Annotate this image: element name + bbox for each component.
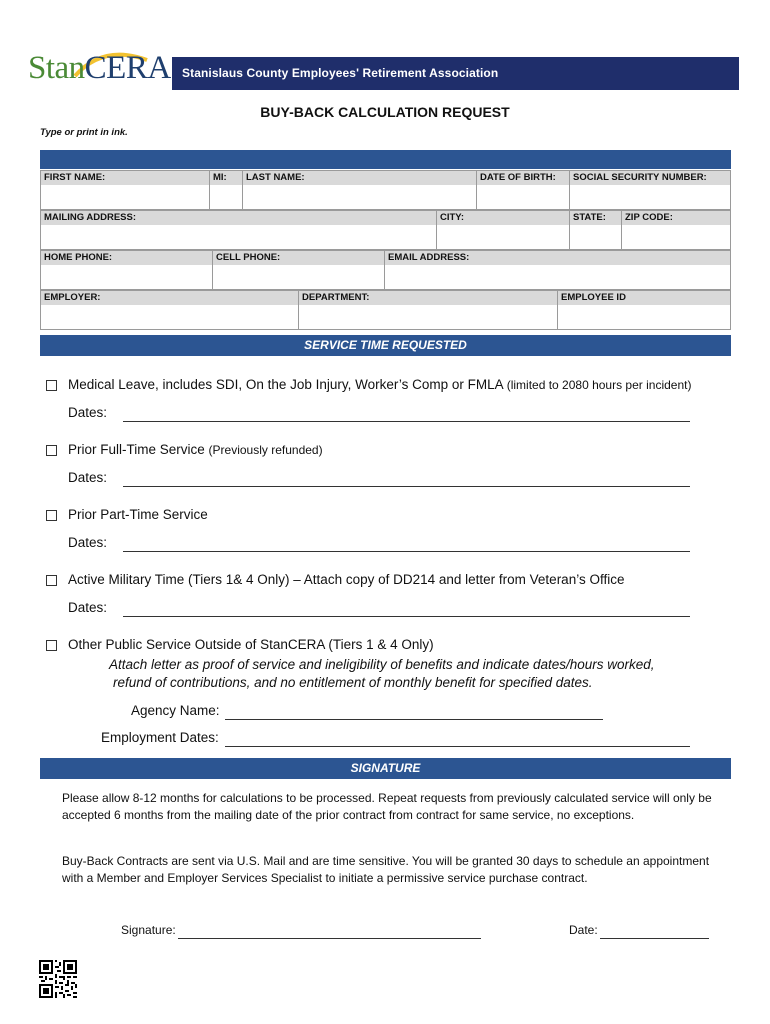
dates-label: Dates:: [68, 470, 108, 485]
agency-name-label: Agency Name:: [131, 703, 220, 718]
ssn-field[interactable]: [569, 170, 731, 210]
mailing-address-field[interactable]: [40, 210, 436, 250]
state-label: STATE:: [570, 211, 621, 225]
service-time-heading: SERVICE TIME REQUESTED: [40, 335, 731, 356]
medical-leave-option: [68, 377, 691, 392]
mi-label: MI:: [210, 171, 242, 185]
date-of-birth-label: DATE OF BIRTH:: [477, 171, 569, 185]
state-field[interactable]: [569, 210, 621, 250]
home-phone-label: HOME PHONE:: [41, 251, 212, 265]
last-name-label: LAST NAME:: [243, 171, 476, 185]
dates-label: Dates:: [68, 405, 108, 420]
medical-leave-checkbox[interactable]: [46, 380, 57, 391]
employment-dates-line[interactable]: [225, 746, 690, 747]
medical-leave-label: Medical Leave, includes SDI, On the Job Injury, Worker’s Comp or FMLA: [68, 377, 503, 392]
military-time-option: [68, 572, 624, 587]
info-row-employment: [40, 290, 731, 330]
info-row-contact: [40, 250, 731, 290]
first-name-label: FIRST NAME:: [41, 171, 209, 185]
military-time-dates-line[interactable]: [123, 616, 690, 617]
cell-phone-label: CELL PHONE:: [213, 251, 384, 265]
agency-name-line[interactable]: [225, 719, 603, 720]
employee-id-label: EMPLOYEE ID: [558, 291, 730, 305]
logo-cera-text: CERA: [84, 50, 171, 86]
prior-full-time-label: Prior Full-Time Service: [68, 442, 205, 457]
city-label: CITY:: [437, 211, 569, 225]
signature-label: Signature:: [121, 923, 176, 937]
mi-field[interactable]: [209, 170, 242, 210]
date-line[interactable]: [600, 938, 709, 939]
signature-heading: SIGNATURE: [40, 758, 731, 779]
home-phone-field[interactable]: [40, 250, 212, 290]
qr-code-icon: [39, 960, 77, 998]
military-time-checkbox[interactable]: [46, 575, 57, 586]
info-row-name: [40, 170, 731, 210]
medical-leave-note: (limited to 2080 hours per incident): [506, 378, 692, 392]
date-label: Date:: [569, 923, 598, 937]
logo-stan-text: Stan: [28, 50, 85, 86]
dates-label: Dates:: [68, 535, 108, 550]
other-public-service-label: Other Public Service Outside of StanCERA (Tiers 1 & 4 Only): [68, 637, 434, 652]
employer-field[interactable]: [40, 290, 298, 330]
processing-notice: Please allow 8-12 months for calculations to be processed. Repeat requests from previously calculated service will only be accepted 6 months from the mailing date of the prior contract from contract for same service, no exceptions.: [62, 791, 712, 822]
zip-code-field[interactable]: [621, 210, 731, 250]
last-name-field[interactable]: [242, 170, 476, 210]
department-label: DEPARTMENT:: [299, 291, 557, 305]
attach-instruction-line1: Attach letter as proof of service and ineligibility of benefits and indicate dates/hours worked,: [109, 657, 655, 672]
stancera-logo: [28, 50, 171, 87]
prior-full-time-option: [68, 442, 323, 457]
other-public-service-option: [68, 637, 434, 652]
date-of-birth-field[interactable]: [476, 170, 569, 210]
prior-full-time-dates-line[interactable]: [123, 486, 690, 487]
email-address-label: EMAIL ADDRESS:: [385, 251, 730, 265]
cell-phone-field[interactable]: [212, 250, 384, 290]
prior-part-time-dates-line[interactable]: [123, 551, 690, 552]
prior-part-time-checkbox[interactable]: [46, 510, 57, 521]
contract-notice: Buy-Back Contracts are sent via U.S. Mail and are time sensitive. You will be granted 30 days to schedule an appointment with a Member and Employer Services Specialist to initiate a permissive service purchase contract.: [62, 854, 710, 885]
first-name-field[interactable]: [40, 170, 209, 210]
military-time-label: Active Military Time (Tiers 1& 4 Only) – Attach copy of DD214 and letter from Veteran’s Office: [68, 572, 625, 587]
employee-id-field[interactable]: [557, 290, 731, 330]
header-banner: Stanislaus County Employees' Retirement Association: [172, 57, 739, 90]
prior-part-time-label: Prior Part-Time Service: [68, 507, 208, 522]
prior-part-time-option: [68, 507, 208, 522]
instruction-text: Type or print in ink.: [40, 127, 128, 138]
email-address-field[interactable]: [384, 250, 731, 290]
zip-code-label: ZIP CODE:: [622, 211, 730, 225]
medical-leave-dates-line[interactable]: [123, 421, 690, 422]
prior-full-time-note: (Previously refunded): [208, 443, 323, 457]
other-public-service-checkbox[interactable]: [46, 640, 57, 651]
signature-line[interactable]: [178, 938, 481, 939]
ssn-label: SOCIAL SECURITY NUMBER:: [570, 171, 730, 185]
mailing-address-label: MAILING ADDRESS:: [41, 211, 436, 225]
prior-full-time-checkbox[interactable]: [46, 445, 57, 456]
info-grid-header-bar: [40, 150, 731, 169]
city-field[interactable]: [436, 210, 569, 250]
form-title: BUY-BACK CALCULATION REQUEST: [260, 104, 510, 120]
employment-dates-label: Employment Dates:: [101, 730, 219, 745]
dates-label: Dates:: [68, 600, 108, 615]
info-row-address: [40, 210, 731, 250]
employer-label: EMPLOYER:: [41, 291, 298, 305]
attach-instruction-line2: refund of contributions, and no entitlement of monthly benefit for specified dates.: [113, 675, 593, 690]
department-field[interactable]: [298, 290, 557, 330]
